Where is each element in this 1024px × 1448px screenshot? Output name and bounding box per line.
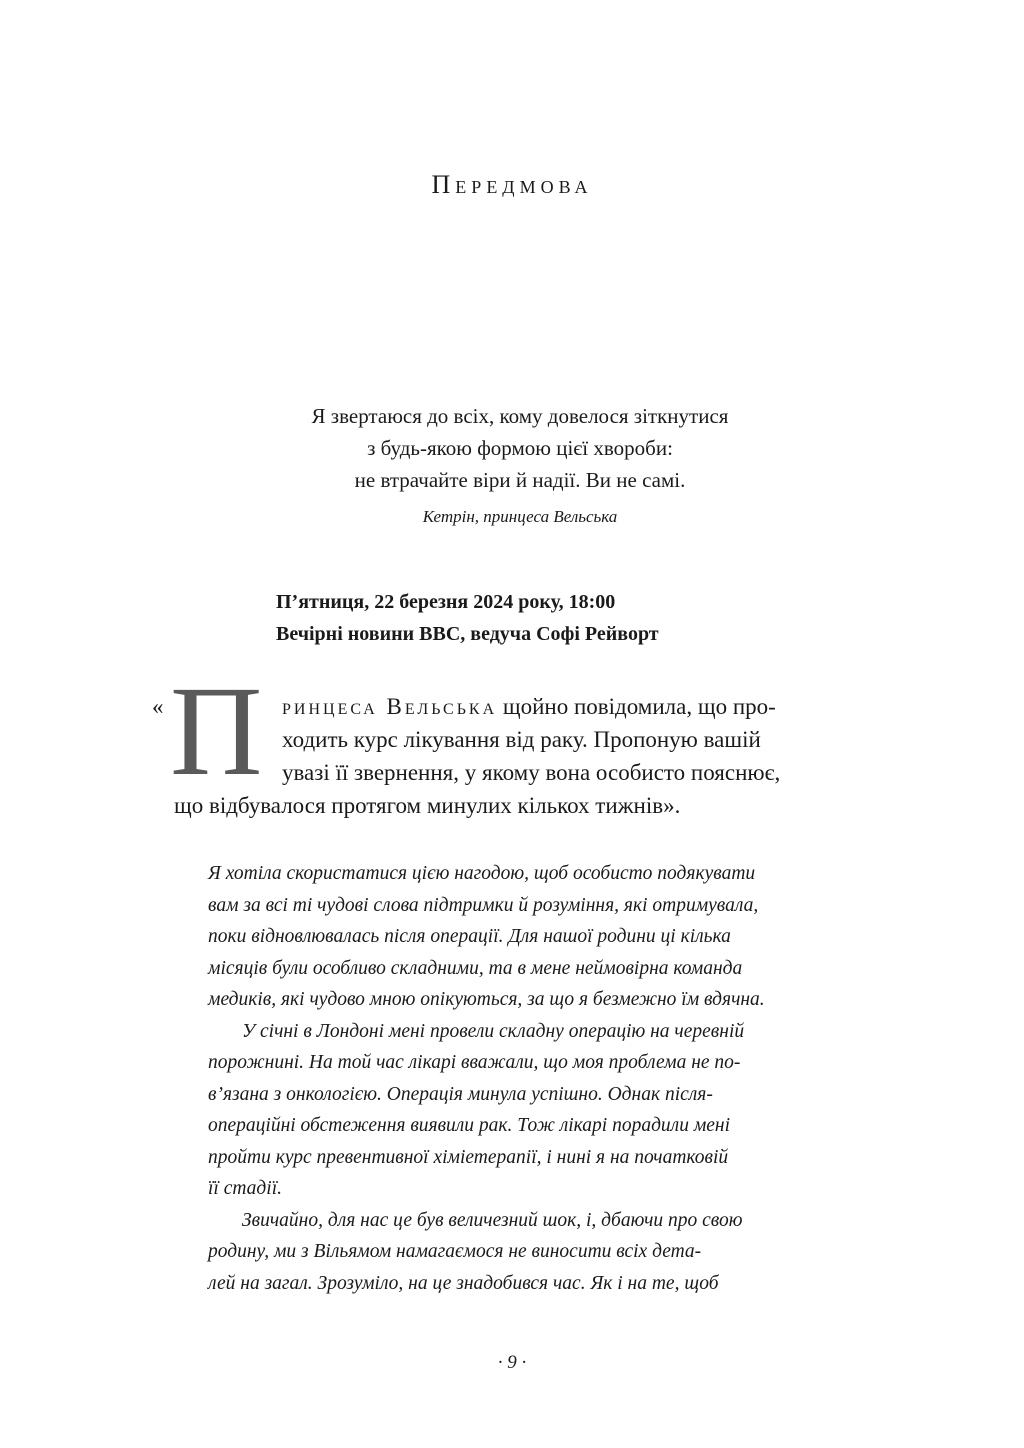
epigraph-author: Кетрін, принцеса Вельська (422, 507, 618, 526)
quote-line: в’язана з онкологією. Операція минула успішно. Однак після- (208, 1083, 713, 1105)
epigraph-line: не втрачайте віри й надії. Ви не самі. (354, 468, 686, 492)
dateline (276, 586, 836, 650)
quote-line: вам за всі ті чудові слова підтримки й розуміння, які отримувала, (208, 894, 759, 916)
lead-line: ходить курс лікування від раку. Пропоную вашій (282, 727, 761, 752)
quote-line: родину, ми з Вільямом намагаємося не виносити всіх дета- (208, 1241, 702, 1262)
dateline-source: Вечірні новини BBC, ведуча Софі Рейворт (276, 623, 659, 645)
quote-line: лей на загал. Зрозуміло, на це знадобився час. Як і на те, щоб (208, 1272, 719, 1294)
quote-line: У січні в Лондоні мені провели складну операцію на черевній (242, 1020, 745, 1042)
quote-line: місяців були особливо складними, та в мене неймовірна команда (208, 957, 743, 979)
quote-line: пройти курс превентивної хіміетерапії, і нині я на початковій (208, 1146, 729, 1168)
opening-quote-mark: « (152, 694, 164, 719)
epigraph (200, 400, 840, 533)
epigraph-line: з будь-якою формою цієї хвороби: (367, 436, 673, 460)
quote-line: порожнині. На той час лікарі вважали, що моя проблема не по- (208, 1052, 741, 1073)
quote-line: поки відновлювалась після операції. Для нашої родини ці кілька (208, 926, 731, 947)
lead-line: увазі її звернення, у якому вона особисто пояснює, (282, 760, 781, 785)
epigraph-line: Я звертаюся до всіх, кому довелося зіткнутися (311, 404, 729, 428)
quote-line: Я хотіла скористатися цією нагодою, щоб особисто подякувати (208, 863, 756, 884)
quote-line: операційні обстеження виявили рак. Тож лікарі порадили мені (208, 1115, 731, 1136)
chapter-title: Передмова (431, 170, 593, 199)
quote-line: її стадії. (208, 1178, 283, 1199)
lead-line-rest: щойно повідомила, що про- (497, 694, 776, 719)
dateline-date: П’ятниця, 22 березня 2024 року, 18:00 (276, 591, 616, 613)
quote-line: Звичайно, для нас це був величезний шок, і, дбаючи про свою (242, 1209, 743, 1231)
page-number: · 9 · (497, 1352, 527, 1373)
drop-cap: П (170, 660, 263, 802)
lead-smallcaps: ринцеса Вельська (282, 694, 498, 719)
lead-paragraph (174, 690, 856, 822)
lead-line (174, 690, 856, 723)
address-quote (208, 858, 818, 1299)
quote-line: медиків, які чудово мною опікуються, за що я безмежно їм вдячна. (208, 989, 765, 1010)
lead-line: що відбувалося протягом минулих кількох тижнів». (174, 793, 681, 818)
